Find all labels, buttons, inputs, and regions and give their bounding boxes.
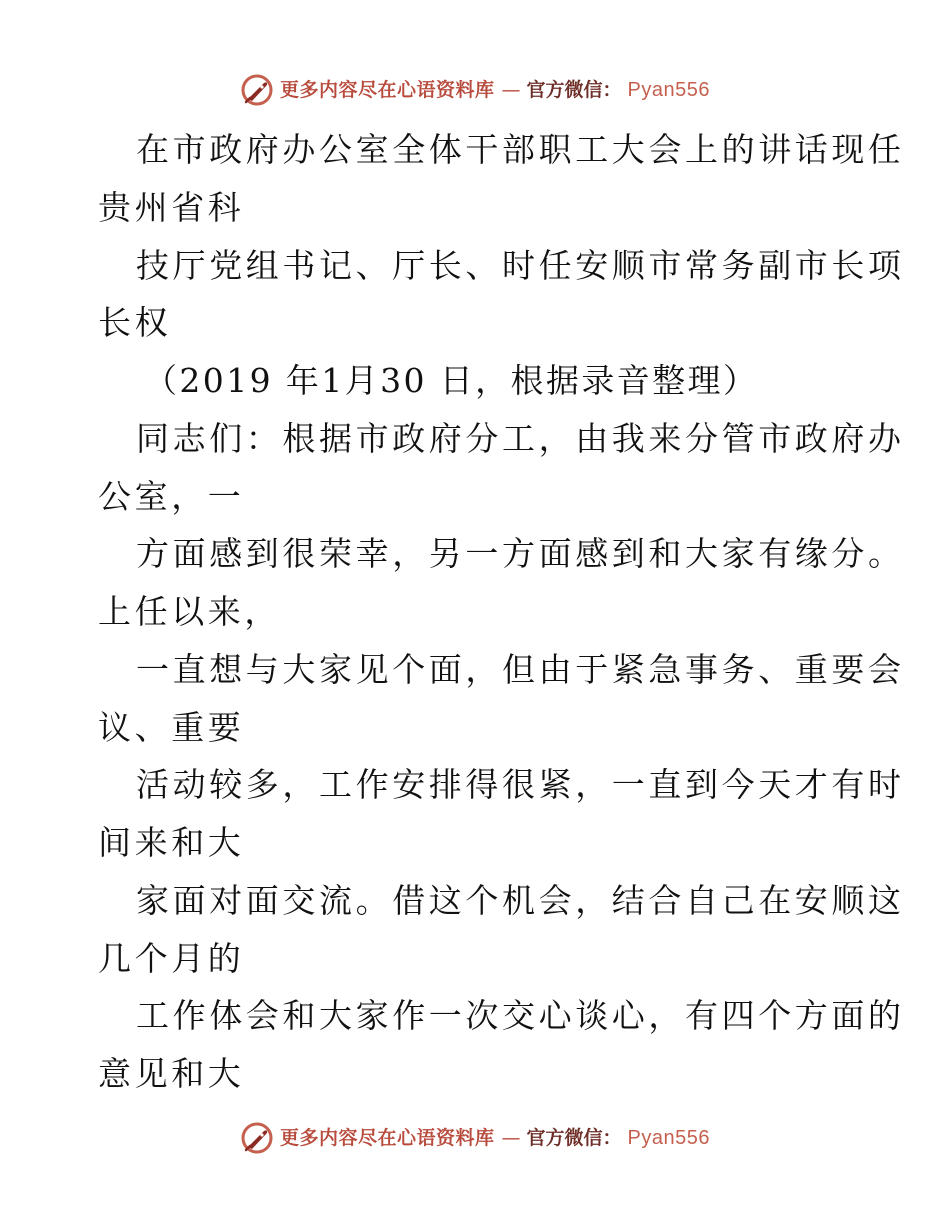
text-line: 方面感到很荣幸，另一方面感到和大家有缘分。 <box>136 534 905 574</box>
text-line: 一直想与大家见个面，但由于紧急事务、重要会 <box>136 649 905 689</box>
document-body <box>98 121 905 1103</box>
text-line: 工作体会和大家作一次交心谈心，有四个方面的 <box>136 996 905 1036</box>
text-line: 技厅党组书记、厅长、时任安顺市常务副市长项 <box>136 245 905 285</box>
quill-pen-seal-icon <box>240 1121 274 1155</box>
date-note-line: （2019 年1月30 日，根据录音整理） <box>144 361 759 400</box>
quill-pen-seal-icon <box>240 73 274 107</box>
text-line: 几个月的 <box>98 938 245 978</box>
text-line: 间来和大 <box>98 823 245 862</box>
text-line: 长权 <box>98 303 172 343</box>
watermark-wechat-id: Pyan556 <box>627 1127 710 1149</box>
watermark-brand: 更多内容尽在心语资料库 <box>280 78 495 101</box>
text-line: 公室，一 <box>98 476 245 516</box>
watermark-wechat-label: 官方微信： <box>526 1126 622 1149</box>
text-line: 贵州省科 <box>98 187 245 227</box>
text-line: 同志们：根据市政府分工，由我来分管市政府办 <box>136 418 905 458</box>
text-line: 在市政府办公室全体干部职工大会上的讲话现任 <box>136 130 905 169</box>
text-line: 议、重要 <box>98 707 245 747</box>
watermark-dash: — <box>501 78 520 101</box>
watermark-wechat-id: Pyan556 <box>627 79 710 101</box>
watermark-dash: — <box>501 1126 520 1149</box>
watermark-brand: 更多内容尽在心语资料库 <box>280 1126 495 1149</box>
text-line: 意见和大 <box>98 1054 245 1093</box>
header-watermark <box>0 70 950 110</box>
watermark-wechat-label: 官方微信： <box>526 78 622 101</box>
text-line: 活动较多，工作安排得很紧，一直到今天才有时 <box>136 765 905 805</box>
footer-watermark <box>0 1118 950 1158</box>
text-line: 家面对面交流。借这个机会，结合自己在安顺这 <box>136 880 905 920</box>
text-line: 上任以来， <box>98 592 281 631</box>
